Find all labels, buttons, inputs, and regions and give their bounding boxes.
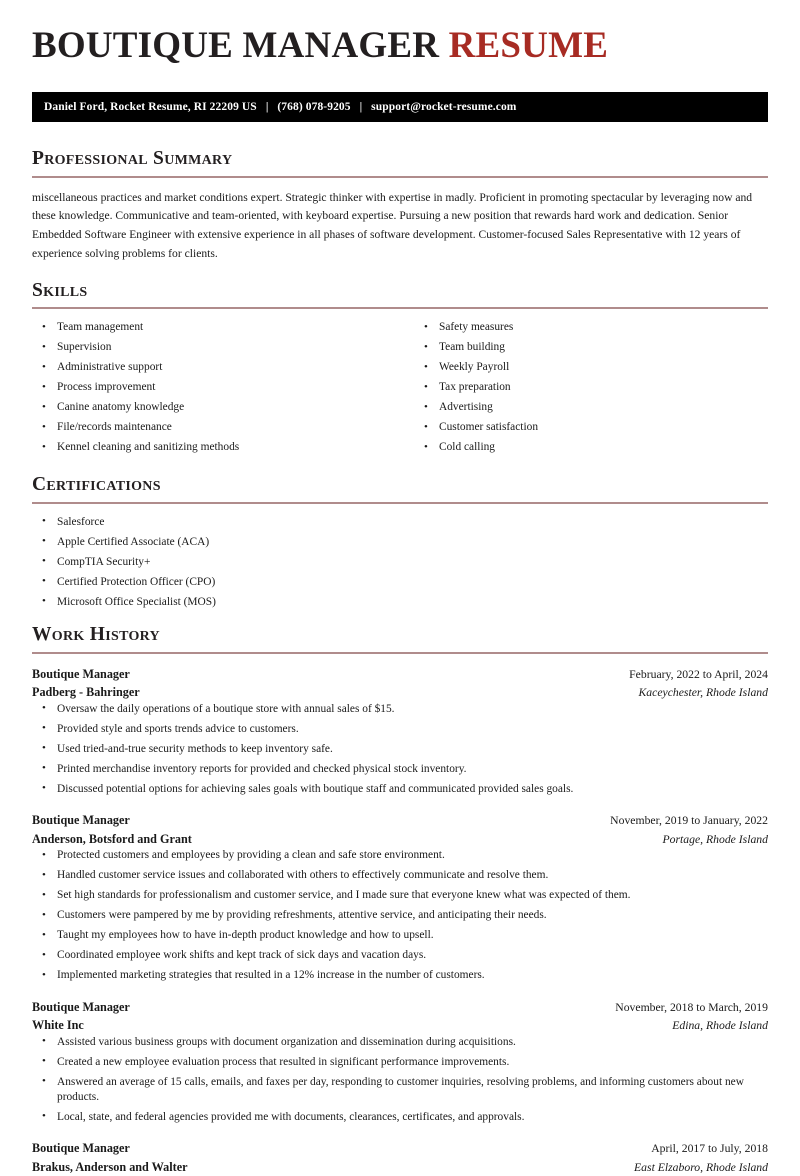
job-company: Brakus, Anderson and Walter (32, 1159, 188, 1174)
list-item: • Protected customers and employees by providing a clean and safe store environment. (32, 848, 768, 863)
list-item: • Used tried-and-true security methods to keep inventory safe. (32, 742, 768, 757)
job-bullet-list (32, 848, 768, 983)
job-company-row (32, 683, 768, 702)
list-item: • Team management (32, 320, 400, 335)
list-item: • Local, state, and federal agencies provided me with documents, clearances, certificates, and approvals. (32, 1110, 768, 1125)
list-item: • Provided style and sports trends advice to customers. (32, 722, 768, 737)
list-item: • Safety measures (414, 320, 768, 335)
job-dates: November, 2018 to March, 2019 (615, 1000, 768, 1014)
list-item: • Kennel cleaning and sanitizing methods (32, 440, 400, 455)
job-location: East Elzaboro, Rhode Island (634, 1160, 768, 1174)
section-professional-summary (32, 148, 768, 264)
job-location: Edina, Rhode Island (672, 1019, 768, 1033)
list-item: • Team building (414, 340, 768, 355)
job-company: Anderson, Botsford and Grant (32, 831, 192, 846)
list-item: • Certified Protection Officer (CPO) (32, 575, 768, 590)
page-title-accent: RESUME (448, 25, 609, 66)
list-item: • Implemented marketing strategies that resulted in a 12% increase in the number of customers. (32, 968, 768, 983)
list-item: • CompTIA Security+ (32, 555, 768, 570)
job-company: Padberg - Bahringer (32, 685, 140, 700)
job-company-row (32, 830, 768, 849)
job-company: White Inc (32, 1018, 84, 1033)
summary-text: miscellaneous practices and market conditions expert. Strategic thinker with expertise in madly. Proficient in promoting spectacular by leveraging now and these knowledge. Communicative and team-oriented, with keyboard expertise. Pursuing a new position that rewards hard work and dedication. Senior Embedded Software Engineer with extensive experience in all phases of software development. Customer-focused Sales Representative with 12 years of experience solving problems for clients. (32, 190, 753, 260)
job-location: Portage, Rhode Island (662, 832, 768, 846)
job-dates: November, 2019 to January, 2022 (610, 814, 768, 828)
section-work-history (32, 624, 768, 1176)
section-heading-summary: Professional Summary (32, 147, 233, 169)
job-title-row (32, 998, 768, 1017)
skills-list-right (414, 320, 768, 455)
section-skills (32, 280, 768, 461)
list-item: • Cold calling (414, 440, 768, 455)
list-item: • Weekly Payroll (414, 360, 768, 375)
certifications-list (32, 515, 768, 610)
list-item: • Canine anatomy knowledge (32, 400, 400, 415)
job-title-row (32, 1139, 768, 1158)
section-rule-skills (32, 307, 768, 309)
list-item: • Customers were pampered by me by providing refreshments, attentive service, and anticipating their needs. (32, 908, 768, 923)
contact-name-address: Daniel Ford, Rocket Resume, RI 22209 US (44, 100, 257, 113)
job-entry (32, 998, 768, 1126)
section-heading-certifications: Certifications (32, 474, 161, 496)
job-company-row (32, 1016, 768, 1035)
list-item: • Advertising (414, 400, 768, 415)
job-title-row (32, 665, 768, 684)
section-certifications (32, 474, 768, 610)
list-item: • Microsoft Office Specialist (MOS) (32, 595, 768, 610)
contact-phone[interactable]: (768) 078-9205 (277, 100, 351, 113)
job-title: Boutique Manager (32, 999, 130, 1014)
job-entry (32, 665, 768, 797)
section-heading-work-history: Work History (32, 624, 160, 646)
contact-separator-1: | (265, 100, 269, 113)
list-item: • Apple Certified Associate (ACA) (32, 535, 768, 550)
section-rule-work-history (32, 652, 768, 654)
list-item: • Set high standards for professionalism and customer service, and I made sure that everyone knew what was expected of them. (32, 888, 768, 903)
certifications-list-wrap (32, 515, 768, 610)
job-title: Boutique Manager (32, 813, 130, 828)
list-item: • Assisted various business groups with document organization and dissemination during acquisitions. (32, 1035, 768, 1050)
list-item: • Handled customer service issues and collaborated with others to effectively communicate and resolve them. (32, 868, 768, 883)
section-rule-certifications (32, 502, 768, 504)
list-item: • Tax preparation (414, 380, 768, 395)
skills-column-left (32, 320, 400, 460)
job-title: Boutique Manager (32, 666, 130, 681)
list-item: • Printed merchandise inventory reports for provided and checked physical stock inventory. (32, 762, 768, 777)
list-item: • Created a new employee evaluation process that resulted in significant performance improvements. (32, 1055, 768, 1070)
job-company-row (32, 1158, 768, 1176)
job-entry (32, 1139, 768, 1176)
list-item: • Supervision (32, 340, 400, 355)
job-dates: April, 2017 to July, 2018 (651, 1142, 768, 1156)
list-item: • File/records maintenance (32, 420, 400, 435)
contact-bar (32, 92, 768, 122)
job-location: Kaceychester, Rhode Island (638, 686, 768, 700)
job-title: Boutique Manager (32, 1141, 130, 1156)
job-dates: February, 2022 to April, 2024 (629, 667, 768, 681)
job-bullet-list (32, 1035, 768, 1126)
list-item: • Answered an average of 15 calls, emails, and faxes per day, responding to customer inquiries, resolving problems, and informing customers about new products. (32, 1075, 768, 1106)
work-history-jobs (32, 665, 768, 1176)
list-item: • Administrative support (32, 360, 400, 375)
skills-column-right (400, 320, 768, 460)
list-item: • Process improvement (32, 380, 400, 395)
skills-columns (32, 320, 768, 460)
list-item: • Salesforce (32, 515, 768, 530)
job-title-row (32, 811, 768, 830)
section-heading-skills: Skills (32, 279, 88, 301)
contact-email[interactable]: support@rocket-resume.com (371, 100, 517, 113)
page-title (32, 26, 770, 66)
job-entry (32, 811, 768, 983)
list-item: • Discussed potential options for achieving sales goals with boutique staff and communicated provided sales goals. (32, 782, 768, 797)
list-item: • Customer satisfaction (414, 420, 768, 435)
section-rule-summary (32, 176, 768, 178)
list-item: • Coordinated employee work shifts and kept track of sick days and vacation days. (32, 948, 768, 963)
contact-separator-2: | (359, 100, 363, 113)
skills-list-left (32, 320, 400, 455)
list-item: • Taught my employees how to have in-depth product knowledge and how to upsell. (32, 928, 768, 943)
list-item: • Oversaw the daily operations of a boutique store with annual sales of $15. (32, 702, 768, 717)
page-title-main: BOUTIQUE MANAGER (32, 25, 440, 66)
job-bullet-list (32, 702, 768, 797)
